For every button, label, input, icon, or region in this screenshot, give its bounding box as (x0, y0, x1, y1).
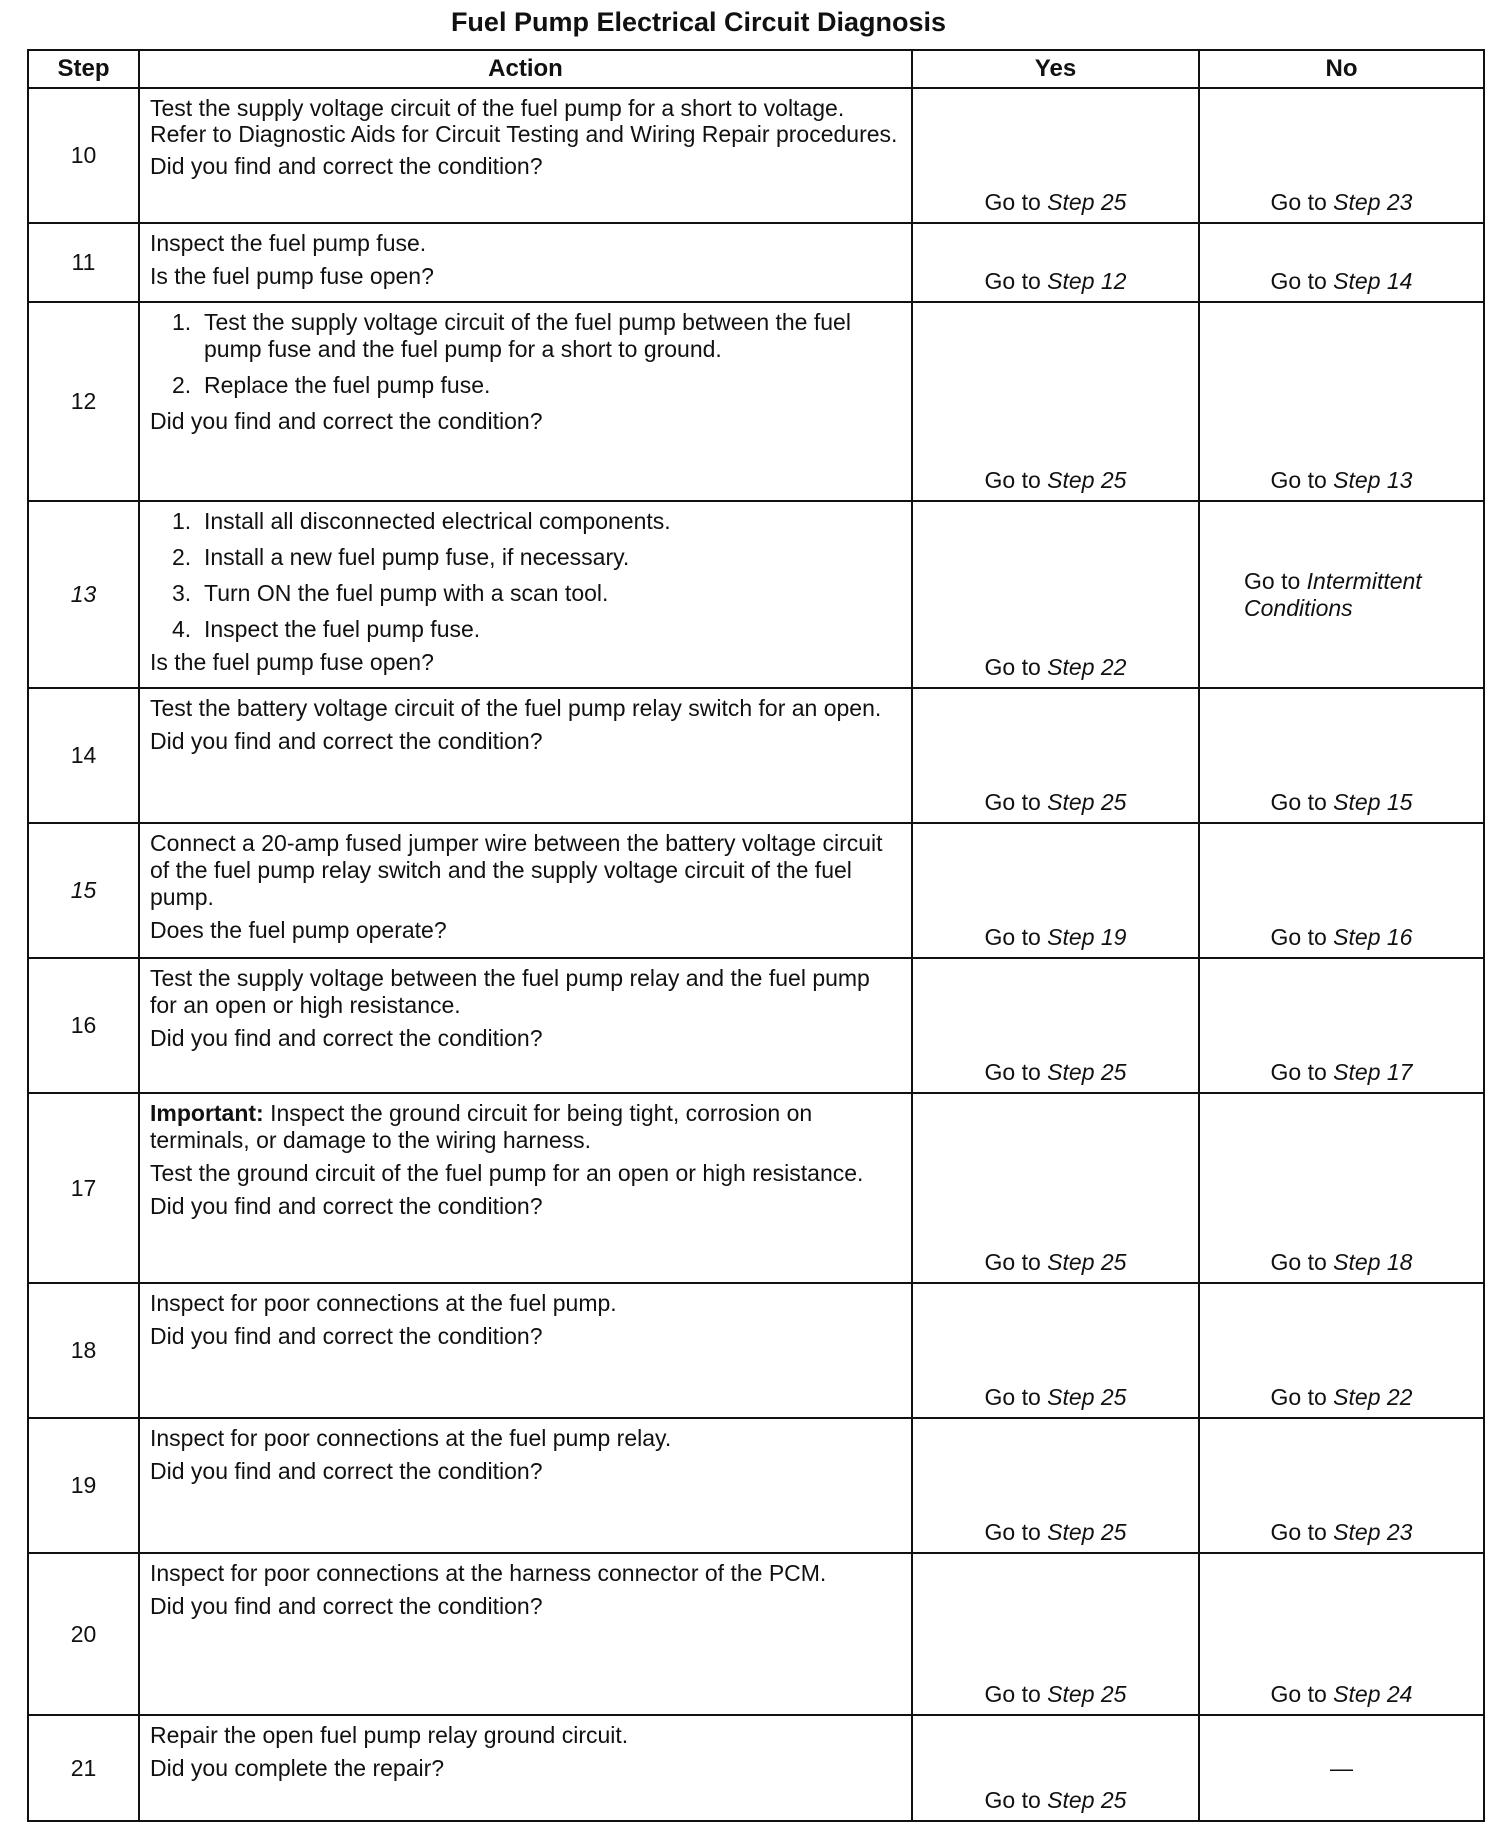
step-number: 17 (28, 1093, 139, 1283)
no-go-label: Go to (1270, 789, 1334, 815)
action-text: Connect a 20-amp fused jumper wire between the battery voltage circuit of the fuel pump relay switch and the supply voltage circuit of the fuel pump. (150, 830, 883, 910)
yes-result (912, 688, 1199, 823)
step-number: 16 (28, 958, 139, 1093)
yes-target: Step 25 (1047, 1519, 1127, 1545)
list-number: 3. (172, 580, 192, 606)
list-number: 2. (172, 544, 192, 570)
action-text: Inspect the fuel pump fuse. (150, 230, 427, 256)
page-title: Fuel Pump Electrical Circuit Diagnosis (450, 7, 947, 37)
action-text: Test the supply voltage circuit of the fuel pump for a short to voltage. Refer to Diagnostic Aids for Circuit Testing and Wiring Repair procedures. (150, 95, 898, 147)
no-go-label: Go to (1270, 1681, 1334, 1707)
step-number: 20 (28, 1553, 139, 1715)
no-target: Intermittent Conditions (1244, 567, 1422, 621)
action-cell (139, 688, 912, 823)
yes-go-label: Go to (984, 467, 1048, 493)
no-result (1199, 302, 1484, 501)
yes-result (912, 1283, 1199, 1418)
action-question: Did you find and correct the condition? (150, 1025, 543, 1051)
action-text: Inspect for poor connections at the fuel pump relay. (150, 1425, 672, 1451)
yes-target: Step 12 (1047, 268, 1127, 294)
step-number: 18 (28, 1283, 139, 1418)
no-go-label: Go to (1270, 1059, 1334, 1085)
yes-target: Step 25 (1047, 789, 1127, 815)
list-number: 4. (172, 616, 192, 642)
step-number: 10 (28, 88, 139, 223)
action-text: Inspect for poor connections at the harness connector of the PCM. (150, 1560, 827, 1586)
action-cell (139, 501, 912, 688)
table-row (28, 223, 1484, 302)
yes-result (912, 223, 1199, 302)
important-text: Inspect the ground circuit for being tight, corrosion on terminals, or damage to the wiring harness. (150, 1100, 813, 1153)
no-target: Step 22 (1333, 1384, 1413, 1410)
list-number: 1. (172, 309, 192, 335)
no-dash: — (1330, 1754, 1353, 1781)
action-question: Is the fuel pump fuse open? (150, 263, 434, 289)
list-item (150, 580, 901, 607)
step-column-header: Step (28, 50, 139, 88)
no-go-label: Go to (1244, 567, 1307, 594)
action-question: Did you find and correct the condition? (150, 1593, 543, 1619)
list-number: 1. (172, 508, 192, 534)
yes-go-label: Go to (984, 1059, 1048, 1085)
no-column-header: No (1199, 50, 1484, 88)
yes-result (912, 958, 1199, 1093)
action-cell (139, 88, 912, 223)
table-row (28, 958, 1484, 1093)
no-go-label: Go to (1270, 189, 1334, 215)
step-number: 12 (28, 302, 139, 501)
action-cell (139, 1418, 912, 1553)
no-target: Step 24 (1333, 1681, 1413, 1707)
action-question: Does the fuel pump operate? (150, 917, 447, 943)
important-note (150, 1100, 901, 1154)
table-row (28, 823, 1484, 958)
yes-target: Step 25 (1047, 1249, 1127, 1275)
step-number: 14 (28, 688, 139, 823)
action-cell (139, 302, 912, 501)
action-cell (139, 1093, 912, 1283)
action-cell (139, 1553, 912, 1715)
list-text: Install a new fuel pump fuse, if necessary. (204, 544, 630, 570)
no-go-label: Go to (1270, 924, 1334, 950)
no-target: Step 23 (1333, 189, 1413, 215)
yes-target: Step 19 (1047, 924, 1127, 950)
list-item (150, 309, 901, 363)
list-text: Turn ON the fuel pump with a scan tool. (204, 580, 609, 606)
action-question: Did you find and correct the condition? (150, 1458, 543, 1484)
yes-go-label: Go to (984, 1519, 1048, 1545)
action-cell (139, 223, 912, 302)
no-target: Step 13 (1333, 467, 1413, 493)
no-result (1199, 1715, 1484, 1821)
no-target: Step 17 (1333, 1059, 1413, 1085)
yes-go-label: Go to (984, 924, 1048, 950)
yes-target: Step 25 (1047, 1384, 1127, 1410)
list-item (150, 372, 901, 399)
no-go-label: Go to (1270, 268, 1334, 294)
yes-go-label: Go to (984, 1787, 1048, 1813)
list-number: 2. (172, 372, 192, 398)
action-question: Did you find and correct the condition? (150, 728, 543, 754)
action-text: Inspect for poor connections at the fuel pump. (150, 1290, 617, 1316)
no-result (1199, 688, 1484, 823)
action-question: Did you find and correct the condition? (150, 1323, 543, 1349)
table-row (28, 88, 1484, 223)
yes-result (912, 88, 1199, 223)
list-item (150, 508, 901, 535)
table-row (28, 302, 1484, 501)
no-go-label: Go to (1270, 1384, 1334, 1410)
yes-go-label: Go to (984, 789, 1048, 815)
yes-target: Step 25 (1047, 1787, 1127, 1813)
yes-go-label: Go to (984, 1384, 1048, 1410)
no-target: Step 18 (1333, 1249, 1413, 1275)
yes-result (912, 501, 1199, 688)
action-cell (139, 958, 912, 1093)
no-result (1199, 88, 1484, 223)
list-item (150, 544, 901, 571)
no-go-label: Go to (1270, 467, 1334, 493)
action-question: Did you complete the repair? (150, 1755, 445, 1781)
yes-target: Step 25 (1047, 467, 1127, 493)
yes-target: Step 25 (1047, 189, 1127, 215)
no-target: Step 23 (1333, 1519, 1413, 1545)
table-row (28, 688, 1484, 823)
step-number: 21 (28, 1715, 139, 1821)
no-go-label: Go to (1270, 1519, 1334, 1545)
yes-result (912, 1093, 1199, 1283)
yes-result (912, 1553, 1199, 1715)
yes-result (912, 823, 1199, 958)
step-number: 13 (28, 501, 139, 688)
no-go-label: Go to (1270, 1249, 1334, 1275)
step-number: 19 (28, 1418, 139, 1553)
list-item (150, 616, 901, 643)
step-number: 11 (28, 223, 139, 302)
action-question: Did you find and correct the condition? (150, 408, 543, 434)
no-target: Step 15 (1333, 789, 1413, 815)
no-target: Step 14 (1333, 268, 1413, 294)
yes-go-label: Go to (984, 1681, 1048, 1707)
yes-result (912, 1715, 1199, 1821)
yes-target: Step 25 (1047, 1059, 1127, 1085)
no-result (1199, 958, 1484, 1093)
action-question: Did you find and correct the condition? (150, 1193, 543, 1219)
action-text: Test the ground circuit of the fuel pump for an open or high resistance. (150, 1160, 864, 1186)
yes-go-label: Go to (984, 1249, 1048, 1275)
table-row (28, 1715, 1484, 1821)
yes-target: Step 25 (1047, 1681, 1127, 1707)
no-result (1199, 823, 1484, 958)
table-row (28, 1093, 1484, 1283)
list-text: Replace the fuel pump fuse. (204, 372, 491, 398)
no-result (1199, 1093, 1484, 1283)
table-row (28, 1418, 1484, 1553)
table-header-row (28, 50, 1484, 88)
action-cell (139, 823, 912, 958)
no-target: Step 16 (1333, 924, 1413, 950)
action-cell (139, 1283, 912, 1418)
yes-go-label: Go to (984, 654, 1048, 680)
yes-go-label: Go to (984, 268, 1048, 294)
yes-result (912, 302, 1199, 501)
yes-column-header: Yes (912, 50, 1199, 88)
action-question: Did you find and correct the condition? (150, 153, 543, 179)
step-number: 15 (28, 823, 139, 958)
list-text: Inspect the fuel pump fuse. (204, 616, 481, 642)
no-result (1199, 501, 1484, 688)
no-result (1199, 1553, 1484, 1715)
table-row (28, 1283, 1484, 1418)
diagnosis-table (27, 49, 1485, 1822)
action-question: Is the fuel pump fuse open? (150, 649, 434, 675)
yes-go-label: Go to (984, 189, 1048, 215)
no-result (1199, 223, 1484, 302)
no-result (1199, 1283, 1484, 1418)
table-row (28, 1553, 1484, 1715)
action-cell (139, 1715, 912, 1821)
list-text: Install all disconnected electrical components. (204, 508, 671, 534)
action-column-header: Action (139, 50, 912, 88)
no-result (1199, 1418, 1484, 1553)
action-text: Test the battery voltage circuit of the fuel pump relay switch for an open. (150, 695, 882, 721)
action-text: Test the supply voltage between the fuel pump relay and the fuel pump for an open or high resistance. (150, 965, 870, 1018)
list-text: Test the supply voltage circuit of the fuel pump between the fuel pump fuse and the fuel pump for a short to ground. (204, 309, 851, 362)
important-label: Important: (150, 1100, 264, 1126)
yes-target: Step 22 (1047, 654, 1127, 680)
yes-result (912, 1418, 1199, 1553)
table-row (28, 501, 1484, 688)
action-text: Repair the open fuel pump relay ground circuit. (150, 1722, 629, 1748)
